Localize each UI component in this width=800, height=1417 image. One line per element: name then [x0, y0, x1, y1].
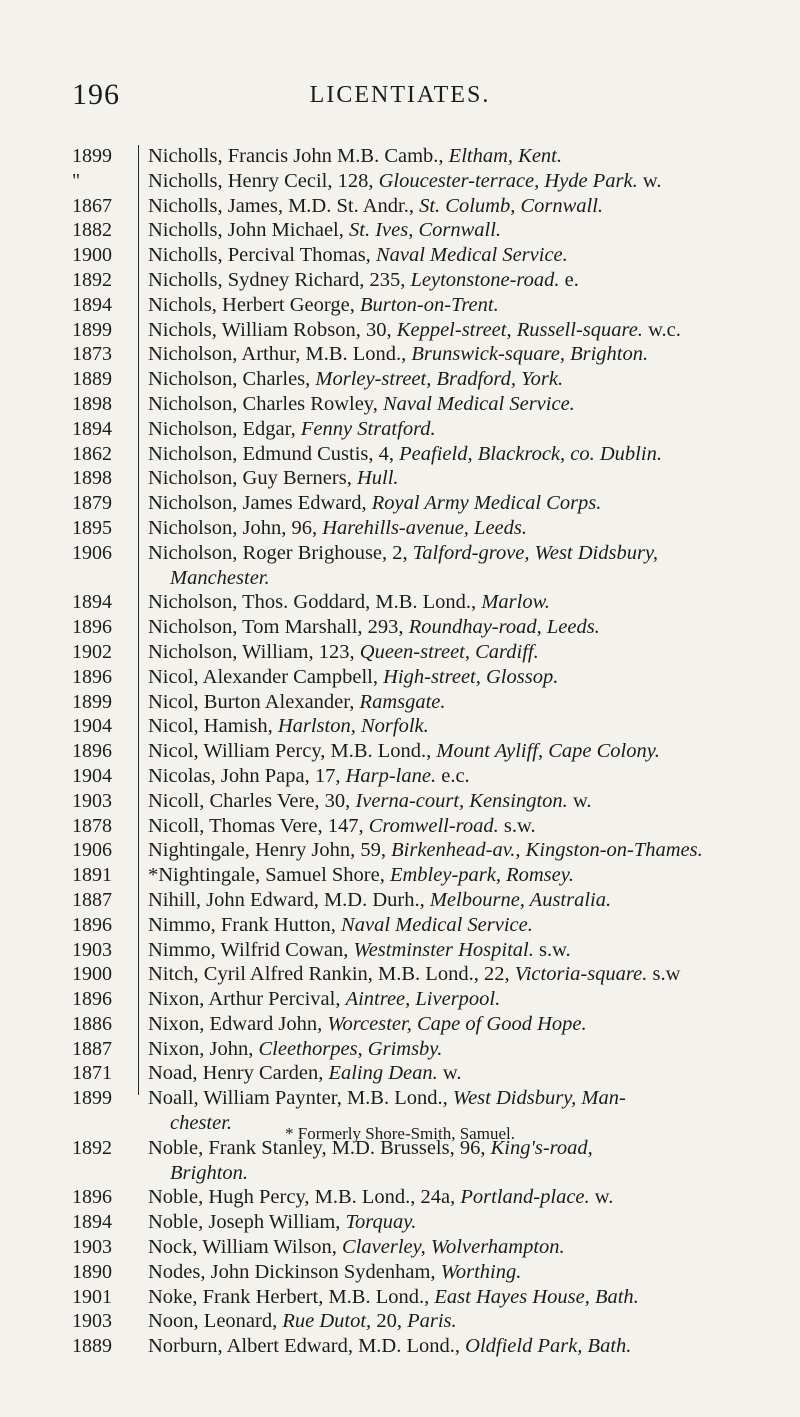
entry-year: 1895: [72, 516, 112, 539]
entry-text: Nicholls, Henry Cecil, 128, Gloucester-terrace, Hyde Park. w.: [148, 169, 662, 192]
entry-year: 1896: [72, 988, 112, 1011]
entry-text: Nicoll, Thomas Vere, 147, Cromwell-road. s.w.: [148, 814, 536, 837]
entry-year: 1887: [72, 1037, 112, 1060]
entry-text: Nicholson, Arthur, M.B. Lond., Brunswick-square, Brighton.: [148, 343, 649, 366]
entry-text: Noon, Leonard, Rue Dutot, 20, Paris.: [148, 1310, 457, 1333]
entry-year: 1903: [72, 1236, 112, 1259]
list-item: [0, 938, 800, 963]
list-item: [0, 1235, 800, 1260]
list-item: [0, 516, 800, 541]
list-item: [0, 194, 800, 219]
entry-text: Nicol, William Percy, M.B. Lond., Mount Ayliff, Cape Colony.: [148, 740, 660, 763]
entry-text: Nicol, Hamish, Harlston, Norfolk.: [148, 715, 429, 738]
entry-year: 1899: [72, 318, 112, 341]
entry-year: 1894: [72, 417, 112, 440]
entry-year: 1879: [72, 492, 112, 515]
running-head: LICENTIATES.: [309, 82, 491, 108]
entry-year: 1887: [72, 888, 112, 911]
entry-year: ": [72, 169, 81, 192]
list-item: [0, 1285, 800, 1310]
entry-year: 1899: [72, 690, 112, 713]
list-item: [0, 218, 800, 243]
entry-text: Nicholson, James Edward, Royal Army Medical Corps.: [148, 492, 602, 515]
entry-year: 1892: [72, 268, 112, 291]
page-header: [0, 78, 800, 118]
entry-text-continuation: Manchester.: [170, 566, 270, 589]
entry-year: 1903: [72, 1310, 112, 1333]
entry-text: Norburn, Albert Edward, M.D. Lond., Oldfield Park, Bath.: [148, 1335, 632, 1358]
entry-year: 1894: [72, 591, 112, 614]
entry-text: Nicholls, John Michael, St. Ives, Cornwall.: [148, 219, 502, 242]
list-item: [0, 367, 800, 392]
entry-year: 1890: [72, 1260, 112, 1283]
list-item: [0, 417, 800, 442]
entry-text: Nicholson, Charles, Morley-street, Bradford, York.: [148, 368, 564, 391]
entry-year: 1896: [72, 1186, 112, 1209]
entry-year: 1896: [72, 616, 112, 639]
entry-list: [0, 144, 800, 1359]
list-item: [0, 1260, 800, 1285]
list-item: [0, 144, 800, 169]
entry-year: 1904: [72, 764, 112, 787]
entry-text: Nicholson, Edgar, Fenny Stratford.: [148, 417, 436, 440]
entry-year: 1902: [72, 640, 112, 663]
list-item: [0, 268, 800, 293]
entry-text: Nicholls, James, M.D. St. Andr., St. Columb, Cornwall.: [148, 194, 604, 217]
list-item: [0, 466, 800, 491]
entry-text-continuation: Brighton.: [170, 1161, 249, 1184]
list-item: [0, 1210, 800, 1235]
list-item: [0, 1334, 800, 1359]
entry-text: Nicholls, Sydney Richard, 235, Leytonstone-road. e.: [148, 268, 579, 291]
entry-text: Nicholls, Francis John M.B. Camb., Eltham, Kent.: [148, 145, 562, 167]
entry-year: 1899: [72, 1087, 112, 1110]
list-item: [0, 714, 800, 739]
entry-text: Nicol, Burton Alexander, Ramsgate.: [148, 690, 446, 713]
entry-text: Nicol, Alexander Campbell, High-street, Glossop.: [148, 665, 559, 688]
entry-text: Nicholson, Charles Rowley, Naval Medical Service.: [148, 392, 575, 415]
entry-year: 1889: [72, 368, 112, 391]
list-item: [0, 1185, 800, 1210]
list-item: [0, 863, 800, 888]
entry-year: 1896: [72, 913, 112, 936]
entry-year: 1898: [72, 392, 112, 415]
entry-year: 1904: [72, 715, 112, 738]
entry-text: Nicholls, Percival Thomas, Naval Medical Service.: [148, 244, 568, 267]
entry-year: 1871: [72, 1062, 112, 1085]
list-item: [0, 764, 800, 789]
list-item: [0, 739, 800, 764]
entry-year: 1901: [72, 1285, 112, 1308]
entry-text: Nicholson, Edmund Custis, 4, Peafield, Blackrock, co. Dublin.: [148, 442, 662, 465]
entry-text: Nichols, Herbert George, Burton-on-Trent.: [148, 293, 499, 316]
list-item: [0, 318, 800, 343]
entry-text-continuation: chester.: [170, 1112, 233, 1135]
entry-year: 1892: [72, 1136, 112, 1159]
list-item: [0, 392, 800, 417]
entry-year: 1906: [72, 839, 112, 862]
list-item: [0, 962, 800, 987]
list-item: [0, 987, 800, 1012]
entry-year: 1873: [72, 343, 112, 366]
entry-text: Noall, William Paynter, M.B. Lond., West Didsbury, Man- chester.: [148, 1086, 774, 1136]
page-number: 196: [72, 78, 120, 111]
entry-year: 1903: [72, 938, 112, 961]
entry-text: Nihill, John Edward, M.D. Durh., Melbourne, Australia.: [148, 888, 612, 911]
entry-text: Noble, Hugh Percy, M.B. Lond., 24a, Portland-place. w.: [148, 1186, 614, 1209]
entry-text: Nicholson, William, 123, Queen-street, Cardiff.: [148, 640, 539, 663]
entry-text: Nodes, John Dickinson Sydenham, Worthing.: [148, 1260, 522, 1283]
entry-text: Nock, William Wilson, Claverley, Wolverhampton.: [148, 1236, 565, 1259]
entry-text: *Nightingale, Samuel Shore, Embley-park, Romsey.: [148, 864, 574, 887]
entry-text: Nichols, William Robson, 30, Keppel-street, Russell-square. w.c.: [148, 318, 681, 341]
entry-text: Nicholson, Thos. Goddard, M.B. Lond., Marlow.: [148, 591, 550, 614]
entry-text: Nightingale, Henry John, 59, Birkenhead-av., Kingston-on-Thames.: [148, 839, 703, 862]
entry-text: Nixon, Arthur Percival, Aintree, Liverpool.: [148, 988, 501, 1011]
list-item: [0, 243, 800, 268]
entry-text: Nicholson, John, 96, Harehills-avenue, Leeds.: [148, 516, 528, 539]
list-item: [0, 789, 800, 814]
entry-text: Nimmo, Wilfrid Cowan, Westminster Hospital. s.w.: [148, 938, 571, 961]
entry-text: Nicholson, Guy Berners, Hull.: [148, 467, 399, 490]
entry-text: Noble, Joseph William, Torquay.: [148, 1211, 417, 1234]
entry-year: 1896: [72, 665, 112, 688]
list-item: [0, 1061, 800, 1086]
entry-text: Nixon, Edward John, Worcester, Cape of Good Hope.: [148, 1012, 587, 1035]
entry-year: 1886: [72, 1012, 112, 1035]
list-item: [0, 491, 800, 516]
list-item: [0, 442, 800, 467]
entry-text: Noke, Frank Herbert, M.B. Lond., East Hayes House, Bath.: [148, 1285, 639, 1308]
entry-text: Nicolas, John Papa, 17, Harp-lane. e.c.: [148, 764, 470, 787]
entry-year: 1894: [72, 293, 112, 316]
entry-year: 1900: [72, 963, 112, 986]
list-item: [0, 293, 800, 318]
list-item: [0, 888, 800, 913]
list-item: [0, 690, 800, 715]
list-item: [0, 665, 800, 690]
entry-year: 1867: [72, 194, 112, 217]
entry-year: 1906: [72, 541, 112, 564]
entry-year: 1891: [72, 864, 112, 887]
entry-year: 1899: [72, 145, 112, 167]
list-item: [0, 838, 800, 863]
entry-year: 1882: [72, 219, 112, 242]
list-item: [0, 342, 800, 367]
entry-text: Nicoll, Charles Vere, 30, Iverna-court, Kensington. w.: [148, 789, 592, 812]
entry-year: 1878: [72, 814, 112, 837]
entry-text: Nitch, Cyril Alfred Rankin, M.B. Lond., 22, Victoria-square. s.w: [148, 963, 681, 986]
list-item: [0, 541, 800, 591]
list-item: [0, 640, 800, 665]
entry-year: 1900: [72, 244, 112, 267]
entry-text: Noad, Henry Carden, Ealing Dean. w.: [148, 1062, 462, 1085]
entry-text: Nixon, John, Cleethorpes, Grimsby.: [148, 1037, 443, 1060]
footnote: * Formerly Shore-Smith, Samuel.: [285, 1124, 515, 1143]
list-item: [0, 1012, 800, 1037]
entry-text: Noble, Frank Stanley, M.D. Brussels, 96, King's-road, Brighton.: [148, 1136, 774, 1186]
entry-year: 1898: [72, 467, 112, 490]
entry-text: Nicholson, Tom Marshall, 293, Roundhay-road, Leeds.: [148, 616, 600, 639]
list-item: [0, 1309, 800, 1334]
entry-year: 1896: [72, 740, 112, 763]
list-item: [0, 913, 800, 938]
entry-year: 1889: [72, 1335, 112, 1358]
list-item: [0, 814, 800, 839]
entry-text: Nicholson, Roger Brighouse, 2, Talford-grove, West Didsbury, Manchester.: [148, 541, 774, 591]
entry-text: Nimmo, Frank Hutton, Naval Medical Service.: [148, 913, 533, 936]
entry-year: 1903: [72, 789, 112, 812]
list-item: [0, 615, 800, 640]
entry-year: 1862: [72, 442, 112, 465]
list-item: [0, 169, 800, 194]
entry-year: 1894: [72, 1211, 112, 1234]
list-item: [0, 1037, 800, 1062]
list-item: [0, 590, 800, 615]
